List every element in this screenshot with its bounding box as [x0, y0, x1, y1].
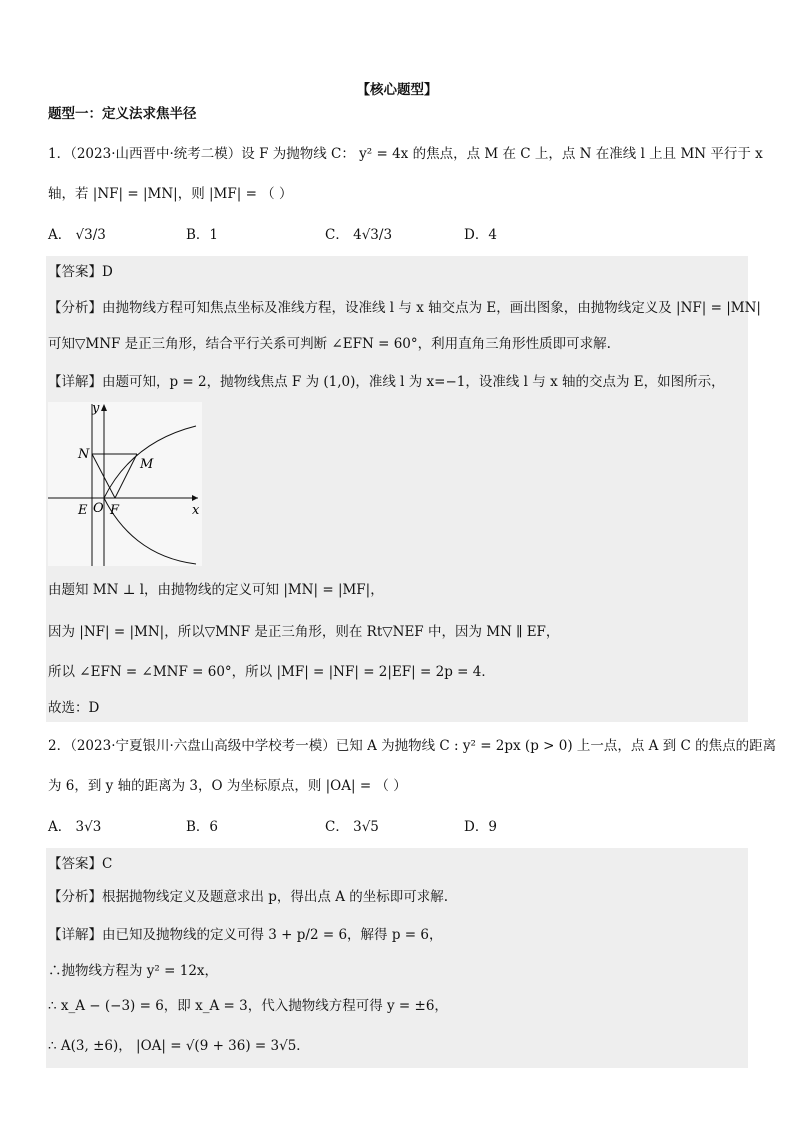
fig-label-e: E: [78, 503, 88, 518]
q1-detail-line1: 【详解】由题可知，p = 2，抛物线焦点 F 为 (1,0)，准线 l 为 x=−1，设准线 l 与 x 轴的交点为 E，如图所示，: [48, 374, 725, 390]
q2-detail-line4: ∴ A(3, ±6)， |OA| = √(9 + 36) = 3√5．: [48, 1038, 310, 1054]
q2-option-d: D．9: [464, 819, 497, 835]
q1-analysis-line1: 【分析】由抛物线方程可知焦点坐标及准线方程，设准线 l 与 x 轴交点为 E，画出图象，由抛物线定义及 |NF| = |MN|: [48, 300, 761, 316]
parabola-diagram: [48, 402, 202, 566]
q1-option-b: B．1: [186, 227, 219, 243]
section-title: 题型一：定义法求焦半径: [48, 106, 197, 122]
q1-conclusion: 故选：D: [48, 700, 100, 716]
q2-detail-line1: 【详解】由已知及抛物线的定义可得 3 + p/2 = 6，解得 p = 6，: [48, 927, 443, 943]
q1-answer: 【答案】D: [48, 264, 113, 280]
q1-option-c: C． 4√3/3: [325, 227, 393, 243]
q1-detail-line4: 所以 ∠EFN = ∠MNF = 60°，所以 |MF| = |NF| = 2|EF| = 2p = 4．: [48, 664, 495, 680]
header-title: 【核心题型】: [356, 82, 438, 98]
q2-stem-line2: 为 6，到 y 轴的距离为 3，O 为坐标原点，则 |OA| = （ ）: [48, 778, 407, 794]
q2-option-a: A． 3√3: [48, 819, 102, 835]
q1-detail-line3: 因为 |NF| = |MN|，所以▽MNF 是正三角形，则在 Rt▽NEF 中，因为 MN ∥ EF，: [48, 624, 560, 640]
fig-label-o: O: [93, 501, 104, 516]
q2-solution-block: [46, 848, 748, 1068]
q1-option-d: D．4: [464, 227, 497, 243]
q2-option-c: C． 3√5: [325, 819, 379, 835]
fig-label-y: y: [92, 402, 100, 416]
fig-label-m: M: [140, 457, 154, 472]
q1-analysis-line2: 可知▽MNF 是正三角形，结合平行关系可判断 ∠EFN = 60°，利用直角三角形性质即可求解.: [48, 336, 611, 352]
q2-detail-line2: ∴抛物线方程为 y² = 12x，: [48, 963, 219, 979]
q1-option-a: A． √3/3: [48, 227, 106, 243]
q2-answer: 【答案】C: [48, 856, 113, 872]
fig-label-x: x: [192, 503, 200, 518]
q2-option-b: B．6: [186, 819, 219, 835]
parabola-figure: [48, 402, 202, 566]
q2-stem-line1: 2．（2023·宁夏银川·六盘山高级中学校考一模）已知 A 为抛物线 C : y² = 2px (p > 0) 上一点，点 A 到 C 的焦点的距离: [48, 738, 777, 754]
q1-stem-line2: 轴，若 |NF| = |MN|，则 |MF| = （ ）: [48, 186, 293, 202]
q2-detail-line3: ∴ x_A − (−3) = 6，即 x_A = 3，代入抛物线方程可得 y = ±6，: [48, 998, 448, 1014]
fig-label-n: N: [78, 447, 90, 462]
q1-stem-line1: 1．（2023·山西晋中·统考二模）设 F 为抛物线 C： y² = 4x 的焦点，点 M 在 C 上，点 N 在准线 l 上且 MN 平行于 x: [48, 146, 763, 162]
q1-detail-line2: 由题知 MN ⊥ l，由抛物线的定义可知 |MN| = |MF|，: [48, 582, 384, 598]
fig-label-f: F: [110, 503, 120, 518]
q2-analysis: 【分析】根据抛物线定义及题意求出 p，得出点 A 的坐标即可求解.: [48, 889, 449, 905]
